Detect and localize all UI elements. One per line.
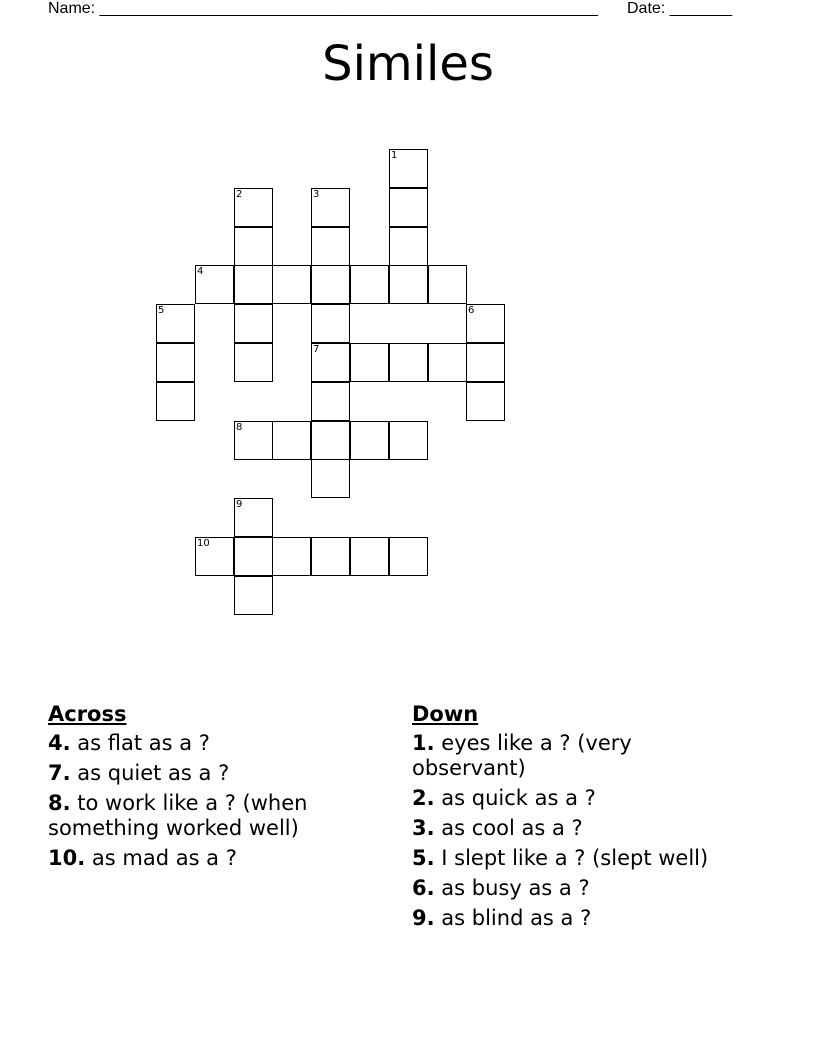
down-clue	[412, 846, 752, 871]
crossword-cell[interactable]	[234, 265, 273, 304]
crossword-cell[interactable]	[195, 537, 234, 576]
clue-text: as mad as a ?	[85, 846, 237, 870]
crossword-cell[interactable]	[389, 421, 428, 460]
crossword-cell[interactable]	[350, 343, 389, 382]
date-field: Date: _______	[627, 0, 732, 17]
crossword-cell[interactable]	[466, 382, 505, 421]
crossword-cell[interactable]	[311, 227, 350, 266]
down-clue	[412, 731, 752, 781]
crossword-cell[interactable]	[389, 265, 428, 304]
clue-text: as flat as a ?	[70, 731, 210, 755]
down-clue	[412, 906, 752, 931]
crossword-cell[interactable]	[272, 265, 311, 304]
crossword-cell[interactable]	[428, 343, 467, 382]
cell-number: 2	[236, 189, 243, 200]
crossword-cell[interactable]	[350, 537, 389, 576]
cell-number: 1	[391, 150, 398, 161]
across-clues	[48, 702, 368, 876]
clue-number: 8.	[48, 791, 71, 815]
crossword-cell[interactable]	[311, 459, 350, 498]
clue-text: to work like a ? (when something worked well)	[48, 791, 308, 840]
across-heading: Across	[48, 702, 127, 726]
clue-number: 2.	[412, 786, 435, 810]
crossword-cell[interactable]	[156, 343, 195, 382]
crossword-cell[interactable]	[311, 304, 350, 343]
crossword-cell[interactable]	[234, 537, 273, 576]
down-clue	[412, 786, 752, 811]
crossword-cell[interactable]	[156, 304, 195, 343]
crossword-cell[interactable]	[311, 343, 350, 382]
crossword-cell[interactable]	[234, 498, 273, 537]
crossword-cell[interactable]	[234, 188, 273, 227]
clue-number: 10.	[48, 846, 86, 870]
crossword-cell[interactable]	[466, 304, 505, 343]
clue-text: as blind as a ?	[434, 906, 592, 930]
across-clue	[48, 791, 368, 841]
clue-text: as quiet as a ?	[70, 761, 230, 785]
crossword-cell[interactable]	[311, 421, 350, 460]
crossword-cell[interactable]	[389, 188, 428, 227]
down-clue	[412, 816, 752, 841]
crossword-cell[interactable]	[389, 227, 428, 266]
cell-number: 8	[236, 422, 243, 433]
crossword-cell[interactable]	[389, 149, 428, 188]
crossword-cell[interactable]	[350, 265, 389, 304]
clue-number: 3.	[412, 816, 435, 840]
crossword-cell[interactable]	[234, 343, 273, 382]
crossword-cell[interactable]	[466, 343, 505, 382]
crossword-cell[interactable]	[311, 382, 350, 421]
crossword-cell[interactable]	[311, 265, 350, 304]
crossword-cell[interactable]	[272, 421, 311, 460]
cell-number: 6	[468, 305, 475, 316]
crossword-cell[interactable]	[156, 382, 195, 421]
name-field: Name: ________________________________________________________	[48, 0, 598, 17]
cell-number: 7	[313, 344, 320, 355]
cell-number: 4	[197, 266, 204, 277]
clue-number: 9.	[412, 906, 435, 930]
across-clue	[48, 846, 368, 871]
down-clues	[412, 702, 752, 936]
cell-number: 10	[197, 538, 210, 549]
clue-number: 1.	[412, 731, 435, 755]
crossword-cell[interactable]	[234, 227, 273, 266]
page-title: Similes	[322, 36, 494, 92]
crossword-cell[interactable]	[350, 421, 389, 460]
cell-number: 3	[313, 189, 320, 200]
crossword-cell[interactable]	[272, 537, 311, 576]
clue-number: 6.	[412, 876, 435, 900]
clue-text: as busy as a ?	[434, 876, 590, 900]
crossword-cell[interactable]	[311, 537, 350, 576]
crossword-cell[interactable]	[195, 265, 234, 304]
clue-number: 5.	[412, 846, 435, 870]
crossword-cell[interactable]	[389, 537, 428, 576]
crossword-cell[interactable]	[311, 188, 350, 227]
crossword-cell[interactable]	[234, 576, 273, 615]
clue-number: 4.	[48, 731, 71, 755]
down-clue	[412, 876, 752, 901]
clue-text: as cool as a ?	[434, 816, 583, 840]
crossword-cell[interactable]	[428, 265, 467, 304]
crossword-cell[interactable]	[389, 343, 428, 382]
clue-text: I slept like a ? (slept well)	[434, 846, 709, 870]
cell-number: 9	[236, 499, 243, 510]
down-heading: Down	[412, 702, 479, 726]
crossword-cell[interactable]	[234, 421, 273, 460]
across-clue	[48, 731, 368, 756]
clue-text: as quick as a ?	[434, 786, 596, 810]
across-clue	[48, 761, 368, 786]
cell-number: 5	[158, 305, 165, 316]
crossword-cell[interactable]	[234, 304, 273, 343]
clue-text: eyes like a ? (very observant)	[412, 731, 632, 780]
clue-number: 7.	[48, 761, 71, 785]
